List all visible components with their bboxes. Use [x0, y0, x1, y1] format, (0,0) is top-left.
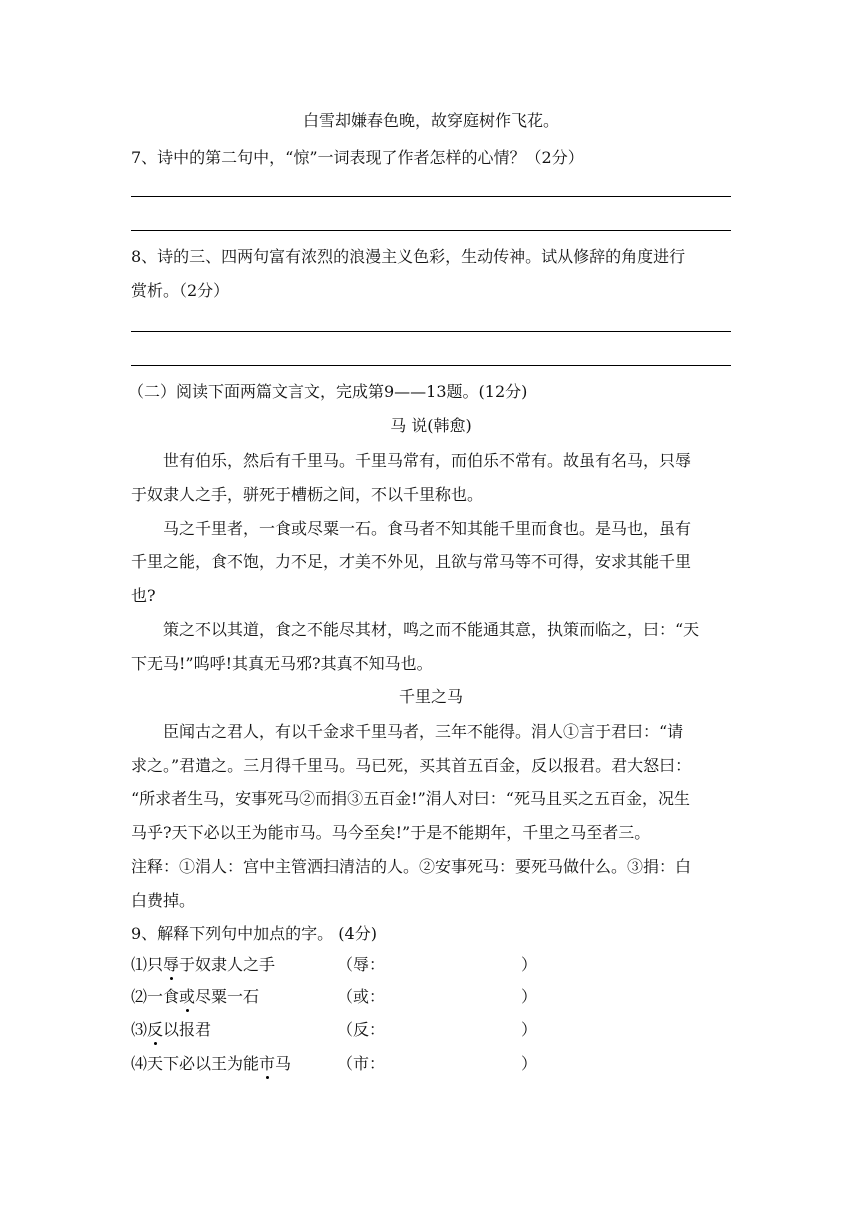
- text1-line: 马之千里者，一食或尽粟一石。食马者不知其能千里而食也。是马也，虽有: [163, 519, 692, 538]
- text1-line: 于奴隶人之手，骈死于槽枥之间，不以千里称也。: [131, 485, 484, 504]
- text1-line: 下无马!”呜呼!其真无马邪?其真不知马也。: [131, 654, 433, 673]
- section-heading: （二）阅读下面两篇文言文，完成第9——13题。(12分): [128, 382, 528, 401]
- question-8-line-1: 8、诗的三、四两句富有浓烈的浪漫主义色彩，生动传神。试从修辞的角度进行: [131, 247, 686, 266]
- dotted-char: 市: [259, 1054, 276, 1073]
- item-sentence: ⑵一食或尽粟一石: [131, 987, 260, 1006]
- annotation-notes-cont: 白费掉。: [131, 891, 196, 910]
- answer-line: [131, 365, 731, 366]
- text2-line: 马乎?天下必以王为能市马。马今至矣!”于是不能期年，千里之马至者三。: [131, 823, 651, 842]
- annotation-notes: 注释：①涓人：宫中主管洒扫清洁的人。②安事死马：要死马做什么。③捐：白: [131, 857, 692, 876]
- item-sentence: ⑴只辱于奴隶人之手: [131, 955, 276, 974]
- answer-line: [131, 196, 731, 197]
- answer-blank-label: （市：: [337, 1054, 386, 1073]
- text1-line: 也?: [131, 586, 156, 605]
- question-9-heading: 9、解释下列句中加点的字。 (4分): [131, 924, 377, 943]
- text2-line: 臣闻古之君人，有以千金求千里马者，三年不能得。涓人①言于君曰：“请: [163, 722, 684, 741]
- dotted-char: 辱: [163, 955, 180, 974]
- question-9-item: [131, 1019, 731, 1041]
- question-7: 7、诗中的第二句中，“惊”一词表现了作者怎样的心情？（2分）: [131, 148, 584, 167]
- answer-blank-label: （或：: [337, 987, 386, 1006]
- text1-line: 世有伯乐，然后有千里马。千里马常有，而伯乐不常有。故虽有名马，只辱: [163, 451, 692, 470]
- question-9-item: [131, 1053, 731, 1075]
- dotted-char: 或: [179, 987, 196, 1006]
- poem-line: 白雪却嫌春色晚，故穿庭树作飞花。: [302, 111, 559, 130]
- answer-blank-label: （反：: [337, 1020, 386, 1039]
- answer-blank-close: ）: [521, 987, 538, 1006]
- answer-line: [131, 230, 731, 231]
- answer-blank-close: ）: [521, 1020, 538, 1039]
- item-sentence: ⑶反以报君: [131, 1020, 212, 1039]
- answer-blank-close: ）: [521, 1054, 538, 1073]
- question-9-item: [131, 954, 731, 976]
- text1-line: 千里之能，食不饱，力不足，才美不外见，且欲与常马等不可得，安求其能千里: [131, 552, 692, 571]
- question-9-item: [131, 986, 731, 1008]
- item-sentence: ⑷天下必以王为能市马: [131, 1054, 292, 1073]
- text2-line: “所求者生马，安事死马②而捐③五百金!”涓人对曰：“死马且买之五百金，况生: [131, 789, 690, 808]
- dotted-char: 反: [147, 1020, 164, 1039]
- text1-title: 马 说(韩愈): [390, 416, 472, 435]
- question-8-line-2: 赏析。（2分）: [131, 281, 230, 300]
- text2-line: 求之。”君遣之。三月得千里马。马已死，买其首五百金，反以报君。君大怒曰：: [131, 756, 692, 775]
- answer-blank-close: ）: [521, 955, 538, 974]
- answer-line: [131, 331, 731, 332]
- text2-title: 千里之马: [398, 687, 463, 706]
- text1-line: 策之不以其道，食之不能尽其材，鸣之而不能通其意，执策而临之，曰：“天: [163, 620, 700, 639]
- answer-blank-label: （辱：: [337, 955, 386, 974]
